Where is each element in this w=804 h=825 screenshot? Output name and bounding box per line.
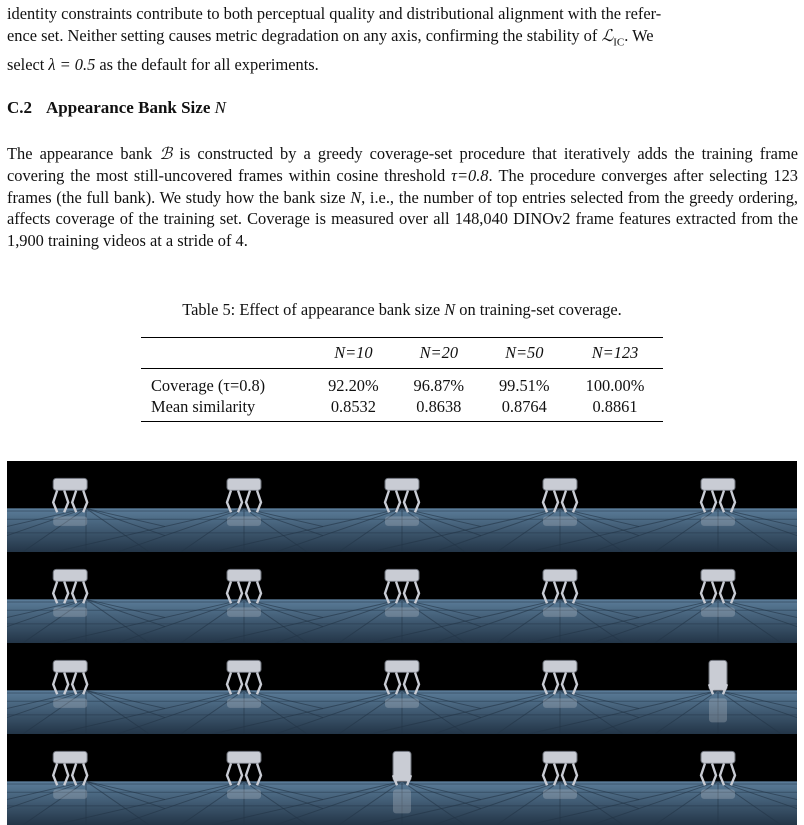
intro-line-3a: select <box>7 54 49 74</box>
tau-value: τ=0.8 <box>451 165 489 185</box>
table-cell: 0.8764 <box>501 397 547 416</box>
table-cell: 0.8638 <box>416 397 462 416</box>
n-variable: N <box>350 187 362 207</box>
header-n10: N=10 <box>334 343 373 362</box>
caption-variable: N <box>444 300 456 319</box>
intro-line-2: ence set. Neither setting causes metric degradation on any axis, confirming the stability of <box>7 25 602 45</box>
table-row <box>141 396 663 422</box>
table-cell: 0.8861 <box>592 397 638 416</box>
row-label: Coverage (τ=0.8) <box>151 376 266 395</box>
section-variable: N <box>214 98 226 117</box>
header-n20: N=20 <box>419 343 459 362</box>
section-heading <box>7 98 226 118</box>
body-text-4: , i.e., the number of top entries selected from the greedy ordering, affects coverage of the training set. Coverage is measured over all 148,040 DINOv2 frame features extracted from the 1,900 training videos at a stride of 4. <box>7 187 798 251</box>
header-n50: N=50 <box>505 343 544 362</box>
table-header-row <box>141 338 663 369</box>
table-caption <box>0 300 804 320</box>
intro-line-1: identity constraints contribute to both perceptual quality and distributional alignment with the refer- <box>7 4 662 23</box>
body-text-3: . The procedure converges after selecting 123 frames (the full bank). We study how the bank size <box>7 165 798 207</box>
row-label: Mean similarity <box>151 397 256 416</box>
loss-symbol: ℒ <box>601 25 614 45</box>
table-cell: 92.20% <box>328 376 379 395</box>
lambda-value: λ = 0.5 <box>48 54 96 74</box>
table-cell: 100.00% <box>585 376 645 395</box>
table-cell: 0.8532 <box>330 397 376 416</box>
intro-paragraph <box>7 3 798 76</box>
intro-line-3b: as the default for all experiments. <box>95 54 319 74</box>
caption-text-1: Table 5: Effect of appearance bank size <box>182 300 445 319</box>
body-text-2: is constructed by a greedy coverage-set procedure that iteratively adds the training frame covering the most still-uncovered frames within cosine threshold <box>7 144 798 185</box>
robot-frames-figure <box>7 461 797 825</box>
header-empty <box>141 338 311 369</box>
header-n123: N=123 <box>591 343 639 362</box>
table-cell: 96.87% <box>413 376 465 395</box>
intro-line-2-end: . We <box>624 25 654 45</box>
bank-size-table <box>141 337 663 422</box>
body-text-1: The appearance bank <box>7 144 160 163</box>
body-paragraph <box>7 143 798 252</box>
section-number: C.2 <box>7 98 33 117</box>
loss-subscript: IC <box>613 36 625 49</box>
table-cell: 99.51% <box>498 376 550 395</box>
section-title: Appearance Bank Size <box>46 98 211 117</box>
table-row <box>141 369 663 397</box>
robot-frames-grid <box>7 461 797 825</box>
bank-symbol: ℬ <box>159 144 173 163</box>
caption-text-2: on training-set coverage. <box>455 300 622 319</box>
